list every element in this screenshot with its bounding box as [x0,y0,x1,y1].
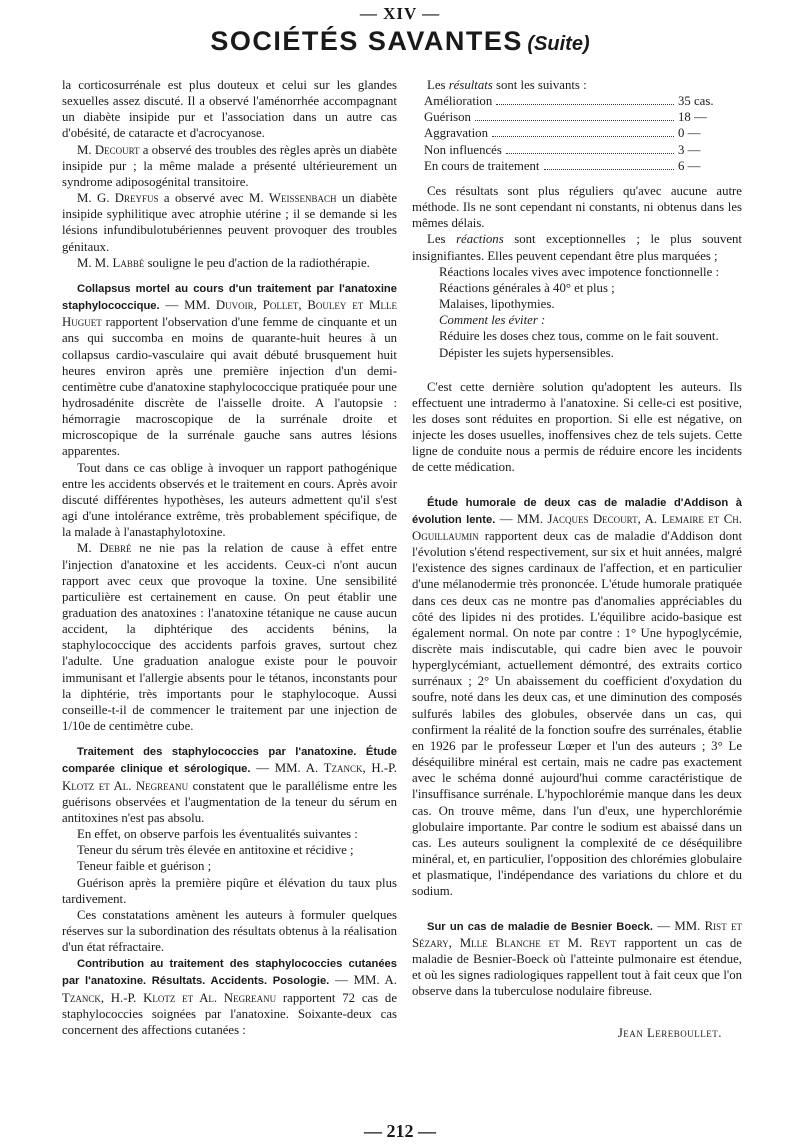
paragraph: En effet, on observe parfois les éventualités suivantes : [77,827,358,842]
right-column [412,77,742,1041]
text-italic: réactions [456,232,504,247]
article-traitement [62,743,397,826]
results-label: Aggravation [424,126,488,141]
paragraph-text: a observé des troubles des règles après un diabète insipide pur ; la même malade a présenté ultérieurement un syndrome adiposogénital transitoire. [62,142,397,189]
leader-dots [496,104,674,105]
results-intro [412,77,742,93]
paragraph-text: constatent que le parallélisme entre les guérisons observées et l'augmentation de la teneur du sérum en antitoxines n'est pas absolu. [62,778,397,825]
author-name: M. G. Dreyfus [77,191,159,206]
results-label: Non influencés [424,142,502,157]
results-label: Guérison [424,110,471,125]
results-row [424,142,742,158]
paragraph [62,255,397,271]
results-list [412,93,742,174]
roman-page-number: — XIV — [359,4,441,23]
leader-dots [506,153,674,154]
paragraph: C'est cette dernière solution qu'adoptent les auteurs. Ils effectuent une intradermo à l'anatoxine. Si celle-ci est positive, les doses sont réduites en proportion. Si elle est négative, on injecte les doses usuelles, inoffensives chez de tels sujets. Cette ligne de conduite nous a permis de réduire encore les incidents de cette médication. [412,379,742,475]
results-value: 3 — [678,142,701,157]
article-contribution [62,955,397,1038]
article-title: Sur un cas de maladie de Besnier Boeck. [427,920,653,933]
list-item: Teneur du sérum très élevée en antitoxine et récidive ; [77,843,354,858]
results-row [424,158,742,174]
text: sont les suivants : [492,78,587,92]
list-item: Teneur faible et guérison ; [77,859,212,874]
results-row [424,93,742,109]
paragraph-text: rapportent un cas de maladie de Besnier-Boeck où l'atteinte pulmonaire est étendue, et où les signes radiologiques rappellent tout à fait ceux que l'on observe dans la tuberculose nodulaire fibreuse. [412,935,742,999]
leader-dots [544,169,675,170]
article-title: Étude humorale de deux cas de maladie d'Addison à évolution lente. [412,496,742,526]
left-column [62,77,397,1038]
paragraph-text: rapportent deux cas de maladie d'Addison dont l'évolution s'étend respectivement, sur six et huit années, malgré l'existence des signes cardinaux de l'affection, et en particulier d'une mélanodermie très prononcée. L'étude humorale pratiquée dans ces deux cas ne montre pas d'anomalies appréciables du côté des lipides ni des protides. L'équilibre acido-basique est également normal. On note par contre : 1° Une hypoglycémie, discrète mais indiscutable, qui cadre bien avec le pouvoir hyperglycémiant, actuellement démontré, des extraits cortico surrénaux ; 2° Un abaissement du coefficient d'oxydation du soufre, noté dans les deux cas, et une diminution des composés sulfurés labiles des globules, observée dans un cas, qui confirment la réalité de la fonction soufre des surrénales, établie en 1926 par le professeur Lœper et l'un des auteurs ; 3° Le déséquilibre minéral est certain, mais ne cadre pas exactement avec le schéma donné aujourd'hui comme caractéristique de l'insuffisance surrénale. L'hypochlorémie manque dans les deux cas. On trouve même, dans l'un d'eux, une hyperchlorémie globulaire importante. Par contre le sodium est abaissé dans un cas. Les auteurs soulignent la complexité de ce déséquilibre minéral, et, en particulier, l'opposition des chlorémies globulaire et plasmatique, l'indépendance des variations du chlore et du sodium. [412,528,742,899]
article-authors: — MM. Jacques Decourt, A. Lemaire et Ch. Oguillaumin [412,511,742,543]
article-addison [412,494,742,900]
leader-dots [475,120,674,121]
section-title-suffix: (Suite) [527,33,590,55]
results-value: 35 cas. [678,94,714,109]
author-name: Weissenbach [268,191,337,206]
article-collapsus [62,280,397,460]
article-authors: — MM. Duvoir, Pollet, Bouley et Mlle Huguet [62,298,397,330]
list-item: Réactions locales vives avec impotence fonctionnelle : [439,264,720,279]
article-title: Contribution au traitement des staphylococcies cutanées par l'anatoxine. Résultats. Accidents. Posologie. [62,958,397,988]
paragraph [412,231,742,263]
article-besnier-boeck [412,918,742,1000]
leader-dots [492,136,674,137]
results-label: Amélioration [424,94,493,109]
author-signature: Jean Lereboullet. [617,1026,722,1041]
list-heading: Comment les éviter : [439,313,546,328]
text: sont exceptionnelles ; le plus souvent insignifiantes. Elles peuvent cependant être plus marquées ; [412,232,742,263]
page-number: — 212 — [364,1121,436,1141]
text-italic: résultats [448,78,493,92]
paragraph: la corticosurrénale est plus douteux et celui sur les glandes sexuelles assez discuté. Il a observé l'aménorrhée accompagnant un diabète insipide pur et l'association dans un autre cas d'obésité, de cataracte et d'acrocyanose. [62,78,397,141]
results-row [424,109,742,125]
paragraph: Ces résultats sont plus réguliers qu'avec aucune autre méthode. Ils ne sont cependant ni constants, ni obtenus dans les mêmes délais. [412,183,742,231]
paragraph-text: souligne le peu d'action de la radiothérapie. [144,255,370,270]
results-value: 6 — [678,158,701,173]
results-row [424,125,742,141]
paragraph: Tout dans ce cas oblige à invoquer un rapport pathogénique entre les accidents observés et le traitement en cours. Après avoir discuté différentes hypothèses, les auteurs admettent qu'il s'est agi d'une intolérance extrême, très probablement spécifique, de la malade à l'anastaphylotoxine. [62,460,397,540]
list-item: Réduire les doses chez tous, comme on le fait souvent. [439,329,719,344]
paragraph [62,540,397,734]
text: Les [427,232,457,247]
list-item: Dépister les sujets hypersensibles. [439,345,614,360]
article-title: Collapsus mortel au cours d'un traitement par l'anatoxine staphylococcique. [62,282,397,313]
paragraph-text: a observé avec M. [158,191,269,206]
paragraph [62,190,397,255]
results-label: En cours de traitement [424,158,540,173]
list-item: Réactions générales à 40° et plus ; [439,280,615,295]
author-name: M. Debré [77,541,132,556]
results-value: 0 — [678,126,701,141]
author-name: M. M. Labbé [77,255,145,270]
article-authors: — MM. Rist et Sézary, Mlle Blanche et M. Reyt [412,918,742,950]
results-value: 18 — [678,110,707,125]
author-name: M. Decourt [77,142,140,157]
paragraph-text: un diabète insipide syphilitique avec atrophie utérine ; il se demande si les lésions infundibulotubériennes peuvent provoquer des troubles génitaux. [62,191,397,254]
article-title: Traitement des staphylococcies par l'anatoxine. Étude comparée clinique et sérologique. [62,746,397,776]
list-item: Malaises, lipothymies. [439,297,555,312]
paragraph [62,142,397,190]
paragraph-text: ne nie pas la relation de cause à effet entre l'injection d'anatoxine et les accidents. Ceux-ci n'ont aucun rapport avec ceux que provoque la toxine. Une sensibilité particulière est certainement en cause. On peut établir une graduation des anatoxines : l'anatoxine tétanique ne cause aucun accident, la diphtérique des accidents bénins, la staphylococcique des accidents parfois graves, surtout chez l'adulte. Une graduation analogue existe pour le pouvoir immunisant et l'allergie absents pour le tétanos, inconstants pour la diphtérie, très importants pour le staphylocoque. Aussi conseille-t-il de commencer le traitement par une injection de 1/10e de centimètre cube. [62,541,397,734]
text: Les [427,78,449,92]
paragraph: Guérison après la première piqûre et élévation du taux plus tardivement. [62,875,397,906]
article-authors: — MM. A. Tzanck, H.-P. Klotz et Al. Negreanu [62,761,397,793]
article-authors: — MM. A. Tzanck, H.-P. Klotz et Al. Negreanu [62,973,397,1005]
section-title: SOCIÉTÉS SAVANTES [210,26,523,56]
page-header [0,26,800,57]
paragraph: Ces constatations amènent les auteurs à formuler quelques réserves sur la subordination des résultats obtenus à la réalisation d'un état réfractaire. [62,907,397,955]
paragraph-text: rapportent l'observation d'une femme de cinquante et un ans qui succomba en moins de quarante-huit heures à un collapsus cardio-vasculaire qui avait débuté brusquement huit heures environ après une première injection d'un demi-centimètre cube d'anatoxine staphylococcique pratiquée pour une hydrosadénite discrète de l'aisselle droite. A l'autopsie : hémorragie macroscopique de la surrénale droite et microscopique de la surrénale gauche sans autres lésions apparentes. [62,315,397,459]
paragraph-text: rapportent 72 cas de staphylococcies soignées par l'anatoxine. Soixante-deux cas concernent des affections cutanées : [62,990,397,1037]
